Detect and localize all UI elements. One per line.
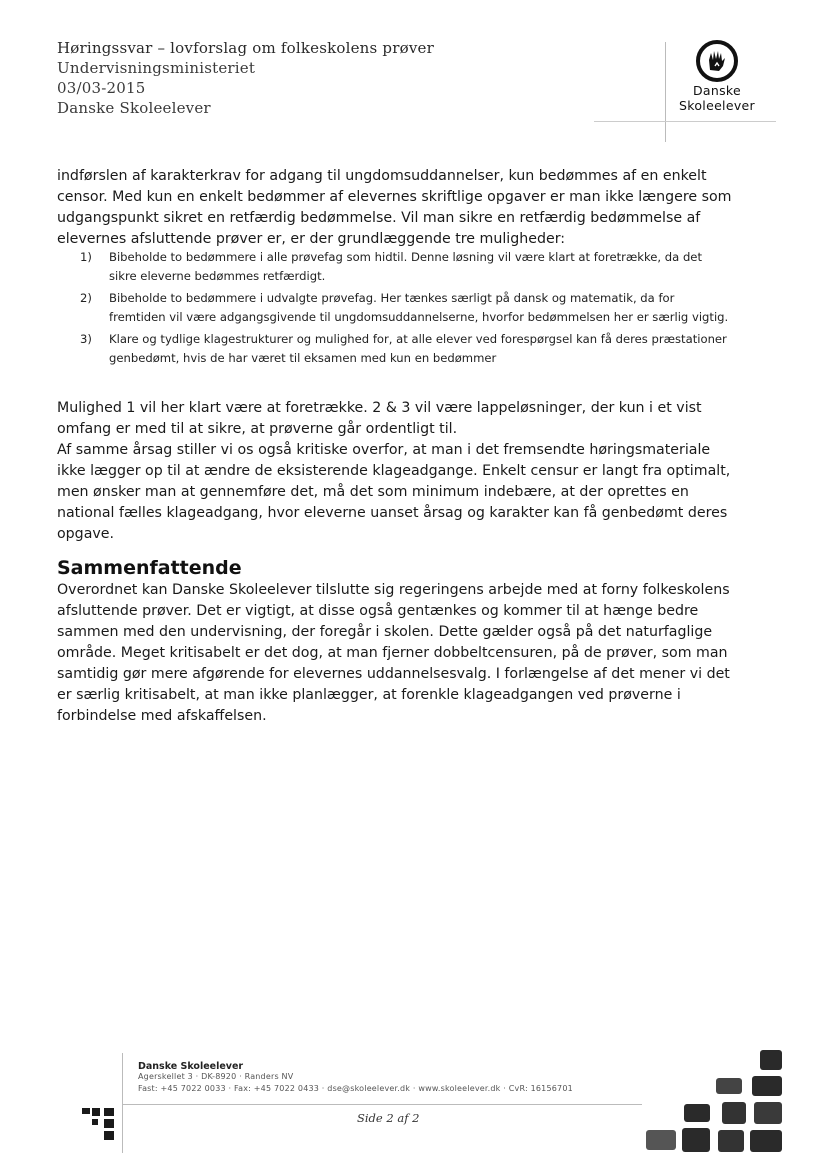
header-date: 03/03-2015 <box>57 79 146 97</box>
hand-icon <box>696 40 738 82</box>
logo-text-line2: Skoleelever <box>679 98 755 113</box>
list-number: 1) <box>80 250 92 264</box>
list-item <box>80 248 730 285</box>
footer-divider-vertical <box>122 1053 123 1153</box>
header-title: Høringssvar – lovforslag om folkeskolens prøver <box>57 39 434 57</box>
footer-photo-mosaic <box>644 1050 784 1155</box>
list-number: 3) <box>80 332 92 346</box>
list-text: Klare og tydlige klagestrukturer og mulighed for, at alle elever ved forespørgsel kan få deres præstationer genbedømt, hvis de har været til eksamen med kun en bedømmer <box>109 332 727 365</box>
footer-address: Agerskellet 3 · DK-8920 · Randers NV <box>138 1072 294 1081</box>
section-heading-summary: Sammenfattende <box>57 557 242 579</box>
options-list <box>80 248 730 371</box>
header-divider-vertical <box>665 42 666 142</box>
footer-divider-horizontal <box>122 1104 642 1105</box>
footer-org-name: Danske Skoleelever <box>138 1061 244 1072</box>
paragraph-complaints: Af samme årsag stiller vi os også kritiske overfor, at man i det fremsendte høringsmateriale ikke lægger op til at ændre de eksisterende klageadgange. Enkelt censur er langt fra optimalt, men ønsker man at gennemføre det, må det som minimum indebære, at der oprettes en national fælles klageadgang, hvor eleverne uanset årsag og karakter kan få genbedømt deres opgave. <box>57 442 731 542</box>
document-header <box>57 38 434 118</box>
header-sender: Danske Skoleelever <box>57 99 211 117</box>
list-text: Bibeholde to bedømmere i alle prøvefag som hidtil. Denne løsning vil være klart at foretrække, da det sikre eleverne bedømmes retfærdigt. <box>109 250 702 283</box>
list-item <box>80 330 730 367</box>
footer-squares-icon <box>82 1108 122 1148</box>
paragraph-option-preference: Mulighed 1 vil her klart være at foretrække. 2 & 3 vil være lappeløsninger, der kun i et vist omfang er med til at sikre, at prøverne går ordentligt til. <box>57 400 702 437</box>
header-recipient: Undervisningsministeriet <box>57 59 256 77</box>
list-text: Bibeholde to bedømmere i udvalgte prøvefag. Her tænkes særligt på dansk og matematik, da for fremtiden vil være adgangsgivende til ungdomsuddannelserne, hvorfor bedømmelsen her er særlig vigtig. <box>109 291 729 324</box>
logo <box>672 40 762 112</box>
header-divider-horizontal <box>594 121 776 122</box>
paragraph-summary: Overordnet kan Danske Skoleelever tilslutte sig regeringens arbejde med at forny folkeskolens afsluttende prøver. Det er vigtigt, at disse også gentænkes og kommer til at hænge bedre sammen med den undervisning, der foregår i skolen. Dette gælder også på det naturfaglige område. Meget kritisabelt er det dog, at man fjerner dobbeltcensuren, på de prøver, som man samtidig gør mere afgørende for elevernes uddannelsesvalg. I forlængelse af det mener vi det er særlig kritisabelt, at man ikke planlægger, at forenkle klageadgangen ved prøverne i forbindelse med afskaffelsen. <box>57 582 730 724</box>
footer-contact: Fast: +45 7022 0033 · Fax: +45 7022 0433 · dse@skoleelever.dk · www.skoleelever.dk · CvR: 16156701 <box>138 1084 573 1093</box>
list-item <box>80 289 730 326</box>
list-number: 2) <box>80 291 92 305</box>
paragraph-intro: indførslen af karakterkrav for adgang til ungdomsuddannelser, kun bedømmes af en enkelt censor. Med kun en enkelt bedømmer af elevernes skriftlige opgaver er man ikke længere som udgangspunkt sikret en retfærdig bedømmelse. Vil man sikre en retfærdig bedømmelse af elevernes afsluttende prøver er, er der grundlæggende tre muligheder: <box>57 168 732 247</box>
page-number: Side 2 af 2 <box>357 1111 420 1125</box>
logo-text-line1: Danske <box>692 83 741 98</box>
